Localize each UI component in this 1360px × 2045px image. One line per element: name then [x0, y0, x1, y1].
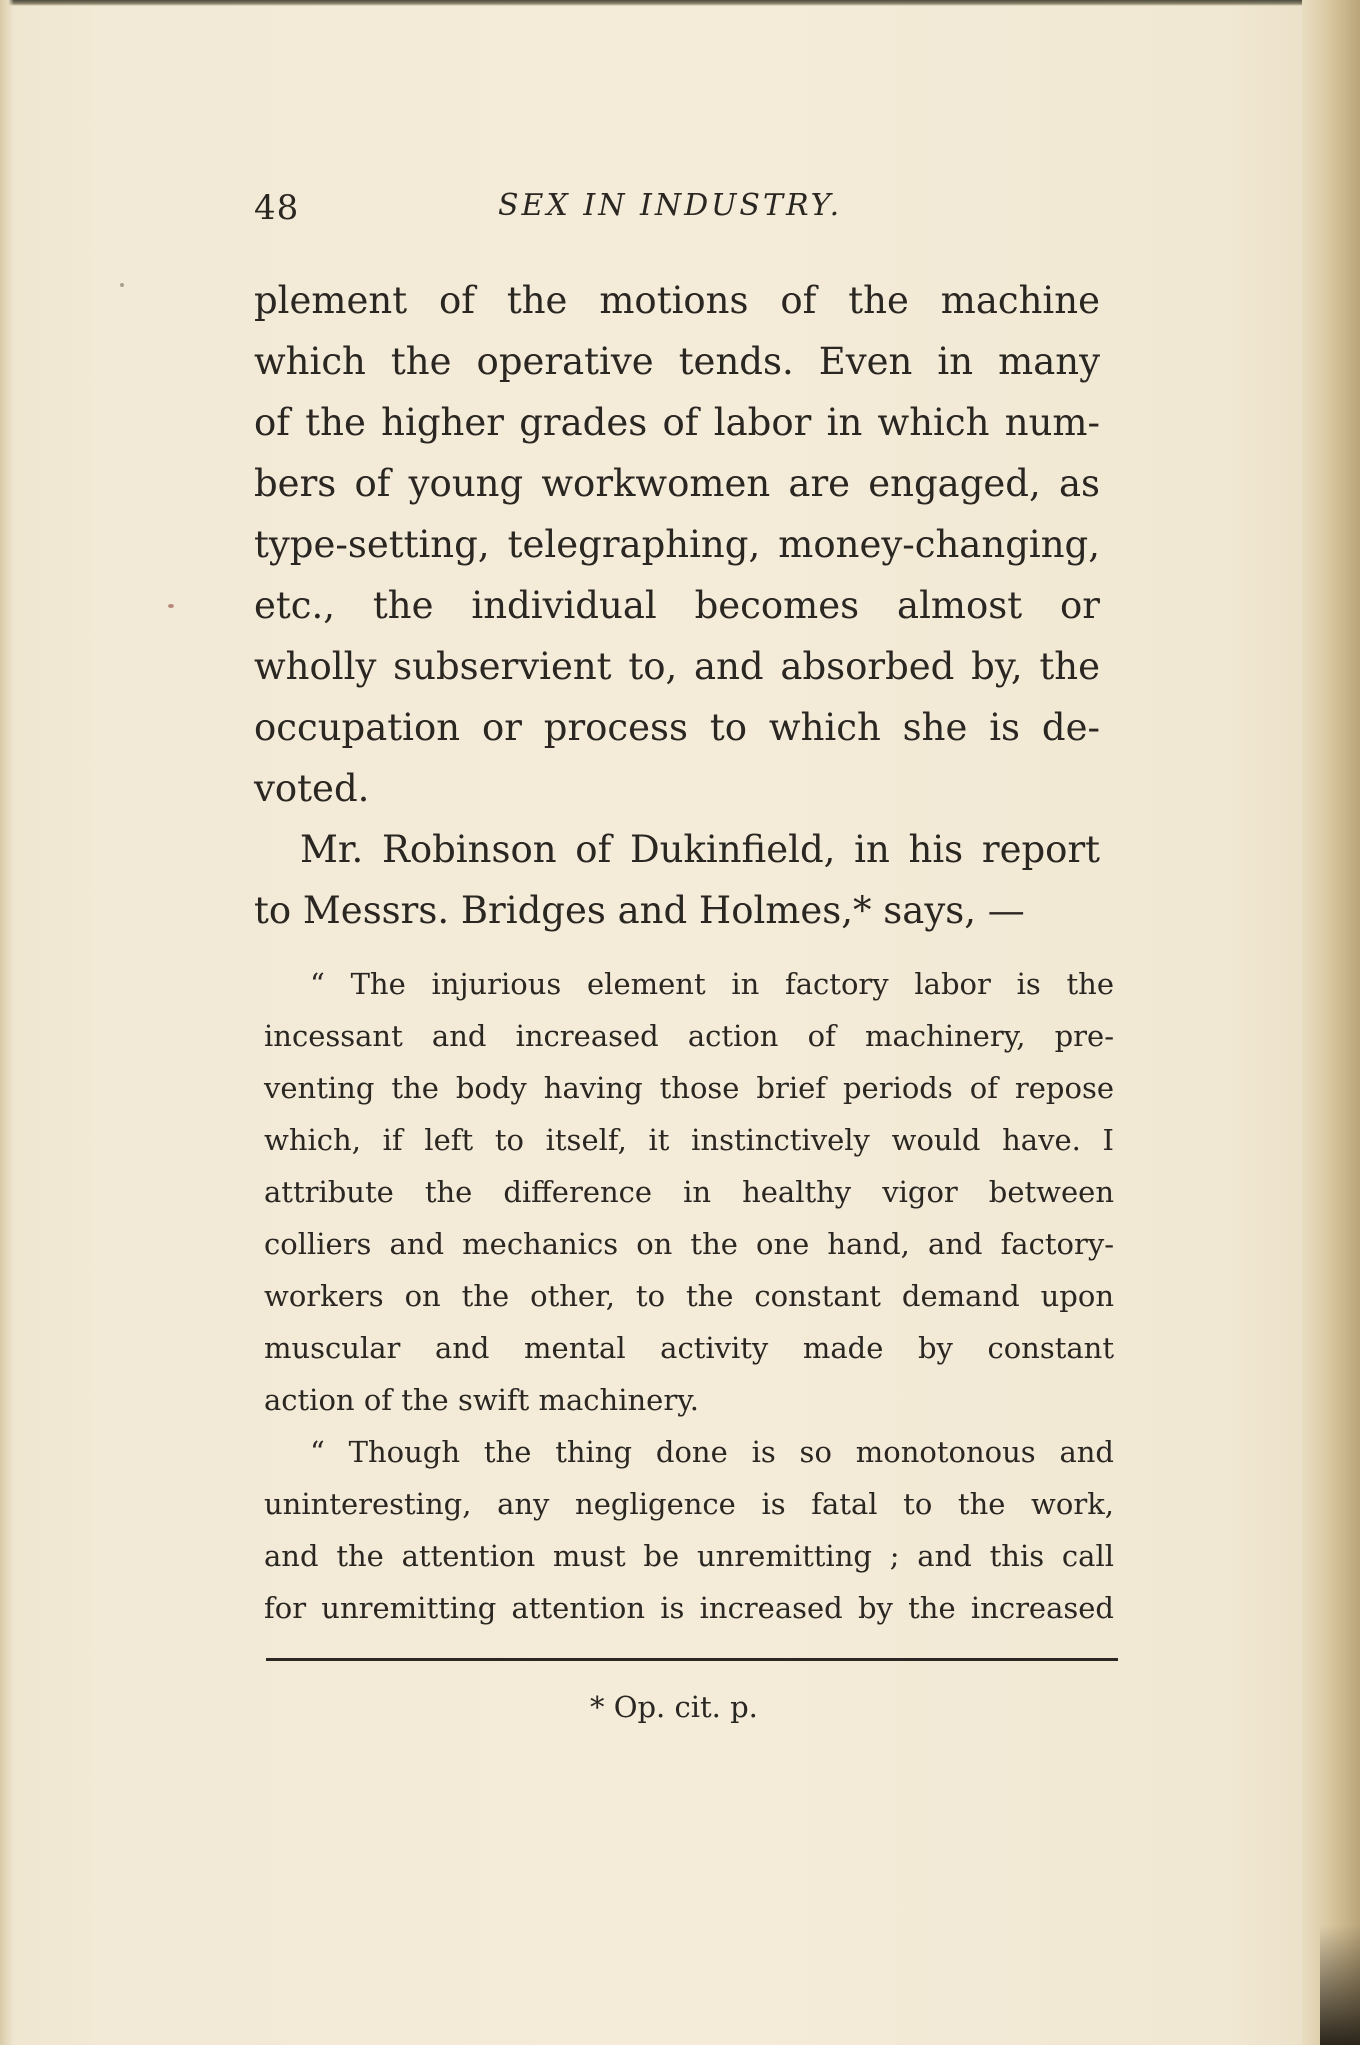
body-line: bers of young workwomen are engaged, as — [254, 462, 1100, 505]
running-head: SEX IN INDUSTRY. — [498, 188, 843, 223]
quote-line: attribute the difference in healthy vigor between — [264, 1175, 1114, 1209]
page-corner-shadow — [1320, 1925, 1360, 2045]
quote-line: uninteresting, any negligence is fatal to the work, — [264, 1487, 1114, 1521]
quote-line: which, if left to itself, it instinctively would have. I — [264, 1123, 1114, 1157]
page-right-edge — [1302, 0, 1360, 2045]
quote-line: workers on the other, to the constant demand upon — [264, 1279, 1114, 1313]
body-line: occupation or process to which she is de- — [254, 706, 1100, 749]
quote-line: incessant and increased action of machinery, pre- — [264, 1019, 1114, 1053]
body-line: type-setting, telegraphing, money-changing, — [254, 523, 1100, 566]
quote-line: “ Though the thing done is so monotonous and — [310, 1435, 1114, 1469]
body-line: to Messrs. Bridges and Holmes,* says, — — [254, 889, 1025, 932]
body-line: etc., the individual becomes almost or — [254, 584, 1100, 627]
quote-line: “ The injurious element in factory labor is the — [310, 967, 1114, 1001]
body-text — [254, 270, 1100, 941]
ink-speck — [120, 283, 124, 287]
footnote: * Op. cit. p. — [590, 1690, 758, 1724]
body-line: plement of the motions of the machine — [254, 279, 1100, 322]
page-header — [254, 188, 1114, 238]
quote-line: action of the swift machinery. — [264, 1383, 699, 1417]
ink-speck — [168, 604, 174, 608]
body-line: wholly subservient to, and absorbed by, the — [254, 645, 1100, 688]
quote-line: colliers and mechanics on the one hand, and factory- — [264, 1227, 1114, 1261]
quote-line: muscular and mental activity made by constant — [264, 1331, 1114, 1365]
page-left-edge — [0, 0, 14, 2045]
quote-line: and the attention must be unremitting ; and this call — [264, 1539, 1114, 1573]
body-line: Mr. Robinson of Dukinfield, in his report — [300, 828, 1100, 871]
quote-line: venting the body having those brief periods of repose — [264, 1071, 1114, 1105]
block-quote — [264, 958, 1114, 1634]
quote-line: for unremitting attention is increased by the increased — [264, 1591, 1114, 1625]
body-line: which the operative tends. Even in many — [254, 340, 1100, 383]
page-number: 48 — [254, 188, 300, 228]
body-line: voted. — [254, 767, 370, 810]
body-line: of the higher grades of labor in which num- — [254, 401, 1100, 444]
page-top-edge — [0, 0, 1360, 6]
footnote-rule — [266, 1658, 1118, 1661]
